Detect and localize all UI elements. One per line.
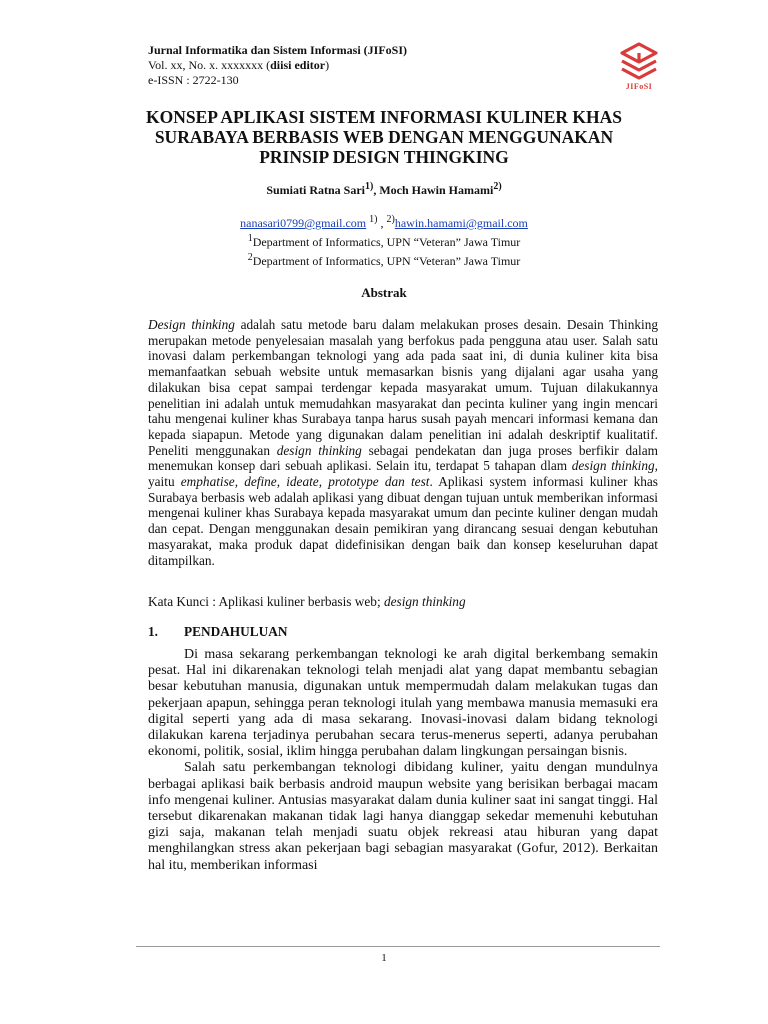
email-sup-1: 1) [369,214,378,225]
abstract-italic-1: Design thinking [148,317,235,332]
abstract-italic-2: design thinking [276,442,362,458]
keywords-label: Kata Kunci : Aplikasi kuliner berbasis web; [148,594,384,609]
volume-editor-note: diisi editor [270,58,326,72]
email-1-link[interactable]: nanasari0799@gmail.com [240,216,367,230]
title-line-1: KONSEP APLIKASI SISTEM INFORMASI KULINER KHAS [145,107,622,127]
author-separator: , [373,183,380,197]
department-2 [130,250,638,269]
author-2: Moch Hawin Hamami [379,183,494,197]
footer-divider [136,946,660,947]
email-line [130,212,638,231]
body-paragraph-2: Salah satu perkembangan teknologi dibidang kuliner, yaitu dengan mundulnya berbagai aplikasi baik berbasis android maupun website yang berisikan berbagai macam info mengenai kuliner. Antusias masyarakat dalam dunia kuliner saat ini sangat tinggi. Hal tersebut dikarenakan makanan tidak lagi hanya dianggap sekedar memenuhi kebutuhan gizi saja, makanan telah menjadi suatu objek rekreasi atau hiburan yang dapat menghilangkan stress akan pekerjaan bagi sebagian masyarakat (Gofur, 2012). Berkaitan hal itu, memberikan informasi [148,760,658,873]
email-sup-2: 2) [386,214,395,225]
keywords-italic: design thinking [383,594,466,609]
journal-name: Jurnal Informatika dan Sistem Informasi (JIFoSI) [148,43,408,57]
volume-suffix: ) [325,58,330,72]
dept-2-sup: 2 [247,252,253,263]
page-number: 1 [381,952,387,964]
section-heading [148,624,287,640]
author-2-sup: 2) [493,181,502,192]
journal-header [148,43,407,88]
abstract-text-2: sebagai pendekatan dan juga proses berfikir dalam menemukan konsep dari sebuah aplikasi. Selain itu, terdapat 5 tahapan dlam [148,442,658,474]
paper-title [130,107,638,167]
author-1-sup: 1) [365,181,374,192]
section-title: PENDAHULUAN [184,624,288,639]
abstract-heading: Abstrak [361,285,407,300]
abstract-text-1: adalah satu metode baru dalam melakukan proses desain. Desain Thinking merupakan metode penyelesaian masalah yang berfokus pada pengguna atau user. Salah satu inovasi dalam perkembangan teknologi yang ada pada saat ini, di dunia kuliner kita bisa memanfaatkan sebuah website untuk memasarkan bisnis yang dijalani agar usaha yang dilakukan bisa cepat sampai terdengar kepada masyarakat umum. Tujuan dilakukannya penelitian ini adalah untuk memudahkan masyarakat dan pecinta kuliner yang ingin mencari tahu mengenai kuliner khas Surabaya tanpa harus susah payah mencari informasi kemana dan kepada siapapun. Metode yang digunakan dalam penelitian ini adalah deskriptif kualitatif. Peneliti menggunakan [148,317,658,458]
volume-text: Vol. xx, No. x. xxxxxxx ( [148,58,271,72]
abstract-text-3: yaitu [148,474,181,490]
dept-2-text: Department of Informatics, UPN “Veteran” Jawa Timur [252,254,521,268]
title-line-2: SURABAYA BERBASIS WEB DENGAN MENGGUNAKAN [154,127,614,147]
dept-1-text: Department of Informatics, UPN “Veteran” Jawa Timur [252,235,521,249]
body-paragraph-1: Di masa sekarang perkembangan teknologi ke arah digital berkembang semakin pesat. Hal ini dikarenakan teknologi telah menjadi alat yang dapat membantu sebagian besar kebutuhan manusia, digunakan untuk mempermudah dalam melakukan tugas dan pekerjaan apapun, sehingga peran teknologi itulah yang membawa manusia memasuki era digital seperti yang ada di masa sekarang. Inovasi-inovasi dalam bidang teknologi dilakukan karena terjadinya perubahan secara terus-menerus seperti, adanya perubahan ekonomi, politik, sosial, iklim hingga perubahan dalam lingkungan persaingan bisnis. [148,647,658,760]
email-2-link[interactable]: hawin.hamami@gmail.com [394,216,528,230]
affiliations [130,212,638,269]
abstract-italic-4: emphatise, define, ideate, prototype dan test [180,474,430,490]
section-number: 1. [148,624,158,639]
keywords [148,594,658,610]
title-line-3: PRINSIP DESIGN THINGKING [259,147,509,167]
journal-volume [148,58,407,73]
section-body [148,647,658,874]
abstract-italic-3: design thinking, [571,458,658,474]
dept-1-sup: 1 [247,233,253,244]
author-list [130,181,638,198]
journal-issn: e-ISSN : 2722-130 [148,73,239,87]
author-1: Sumiati Ratna Sari [266,183,365,197]
abstract-body [148,317,658,568]
email-sep: , [377,216,387,230]
department-1 [130,231,638,250]
abstract-text-4: . Aplikasi system informasi kuliner khas Surabaya berbasis web adalah aplikasi yang dibuat dengan tujuan untuk memberikan informasi mengenai kuliner khas Surabaya kepada masyarakat umum dan pecinte kuliner dengan mudah dan cepat. Dengan menggunakan desain pemikiran yang dirancang sesuai dengan kebutuhan masyarakat, maka produk dapat didefinisikan dengan baik dan konsep keseluruhan dapat ditampilkan. [148,474,658,568]
logo-text: JIFoSI [625,82,653,91]
